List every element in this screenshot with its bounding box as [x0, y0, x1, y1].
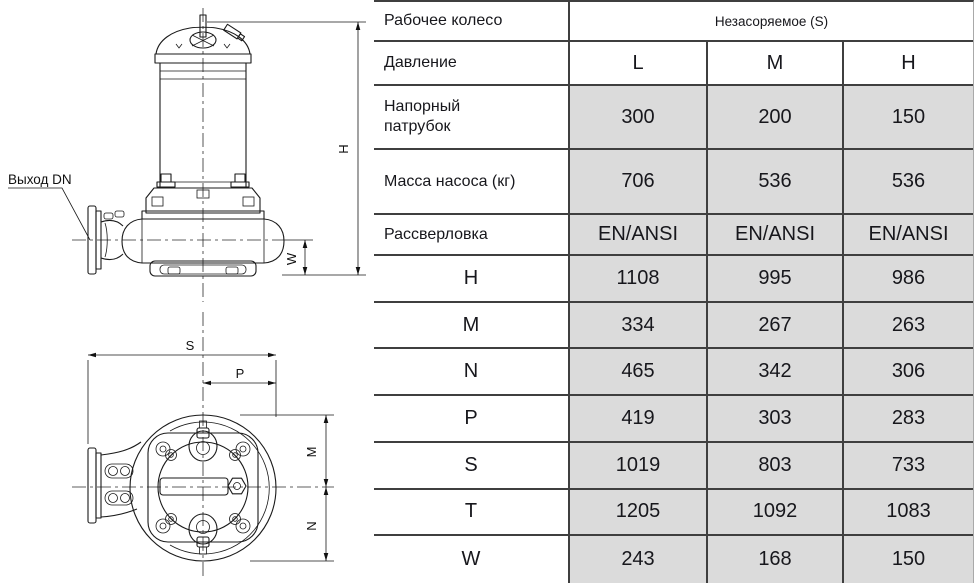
table-cell: 1092: [706, 490, 842, 537]
dim-P: [203, 366, 276, 385]
dim-M: [240, 415, 334, 487]
table-cell: 986: [842, 256, 973, 303]
dim-W-label: W: [284, 252, 299, 266]
table-cell: 733: [842, 443, 973, 490]
table-cell: 200: [706, 86, 842, 150]
dim-H: [207, 22, 366, 275]
dim-H-label: H: [336, 144, 351, 154]
table-cell: 1205: [568, 490, 706, 537]
table-cell: 243: [568, 536, 706, 583]
pump-side-view: [8, 8, 366, 302]
table-cell: 306: [842, 349, 973, 396]
table-cell: 1108: [568, 256, 706, 303]
table-cell: 150: [842, 536, 973, 583]
dim-N: [250, 487, 334, 561]
pressure-row-label: Давление: [374, 42, 568, 86]
table-cell: 419: [568, 396, 706, 443]
table-cell: 168: [706, 536, 842, 583]
table-cell: EN/ANSI: [706, 215, 842, 256]
table-cell: 150: [842, 86, 973, 150]
table-row-label: Напорный патрубок: [374, 86, 568, 150]
dim-row-H: H: [374, 256, 568, 303]
table-cell: EN/ANSI: [568, 215, 706, 256]
hex-boss: [228, 478, 246, 494]
table-row-label: Масса насоса (кг): [374, 150, 568, 215]
dim-row-W: W: [461, 548, 481, 571]
pressure-col-H: H: [842, 42, 973, 86]
outlet-dn-label: Выход DN: [8, 172, 72, 187]
table-cell: 465: [568, 349, 706, 396]
dimension-spec-table: [374, 0, 974, 583]
table-row-label: Рассверловка: [374, 215, 568, 256]
pump-dimension-drawing: [0, 0, 374, 583]
dim-row-M: M: [374, 303, 568, 350]
table-cell: 995: [706, 256, 842, 303]
pressure-col-L: L: [568, 42, 706, 86]
table-cell: 263: [842, 303, 973, 350]
dim-row-N: N: [374, 349, 568, 396]
table-cell: 706: [568, 150, 706, 215]
pump-plan-view: [72, 312, 334, 580]
dim-M-label: M: [304, 446, 319, 458]
leader-line: [8, 188, 90, 240]
dim-row-S: S: [374, 443, 568, 490]
pressure-col-M: M: [706, 42, 842, 86]
table-cell: 300: [568, 86, 706, 150]
table-cell: 334: [568, 303, 706, 350]
dim-S-label: S: [185, 338, 195, 353]
handle-slot: [160, 478, 228, 495]
table-cell: EN/ANSI: [842, 215, 973, 256]
table-cell: 1019: [568, 443, 706, 490]
impeller-type-cell: Незасоряемое (S): [568, 2, 973, 42]
dim-W: [284, 240, 307, 275]
dim-row-T: T: [374, 490, 568, 537]
impeller-row-label: Рабочее колесо: [374, 2, 568, 42]
table-cell: 536: [706, 150, 842, 215]
dim-row-P: P: [374, 396, 568, 443]
table-cell: 267: [706, 303, 842, 350]
table-cell: 803: [706, 443, 842, 490]
table-cell: 342: [706, 349, 842, 396]
table-cell: 536: [842, 150, 973, 215]
dim-S: [88, 338, 276, 444]
dim-N-label: N: [304, 521, 319, 531]
table-cell: 303: [706, 396, 842, 443]
plan-discharge-flange: [88, 442, 141, 523]
table-cell: 283: [842, 396, 973, 443]
table-cell: 1083: [842, 490, 973, 537]
dim-P-label: P: [235, 366, 245, 381]
